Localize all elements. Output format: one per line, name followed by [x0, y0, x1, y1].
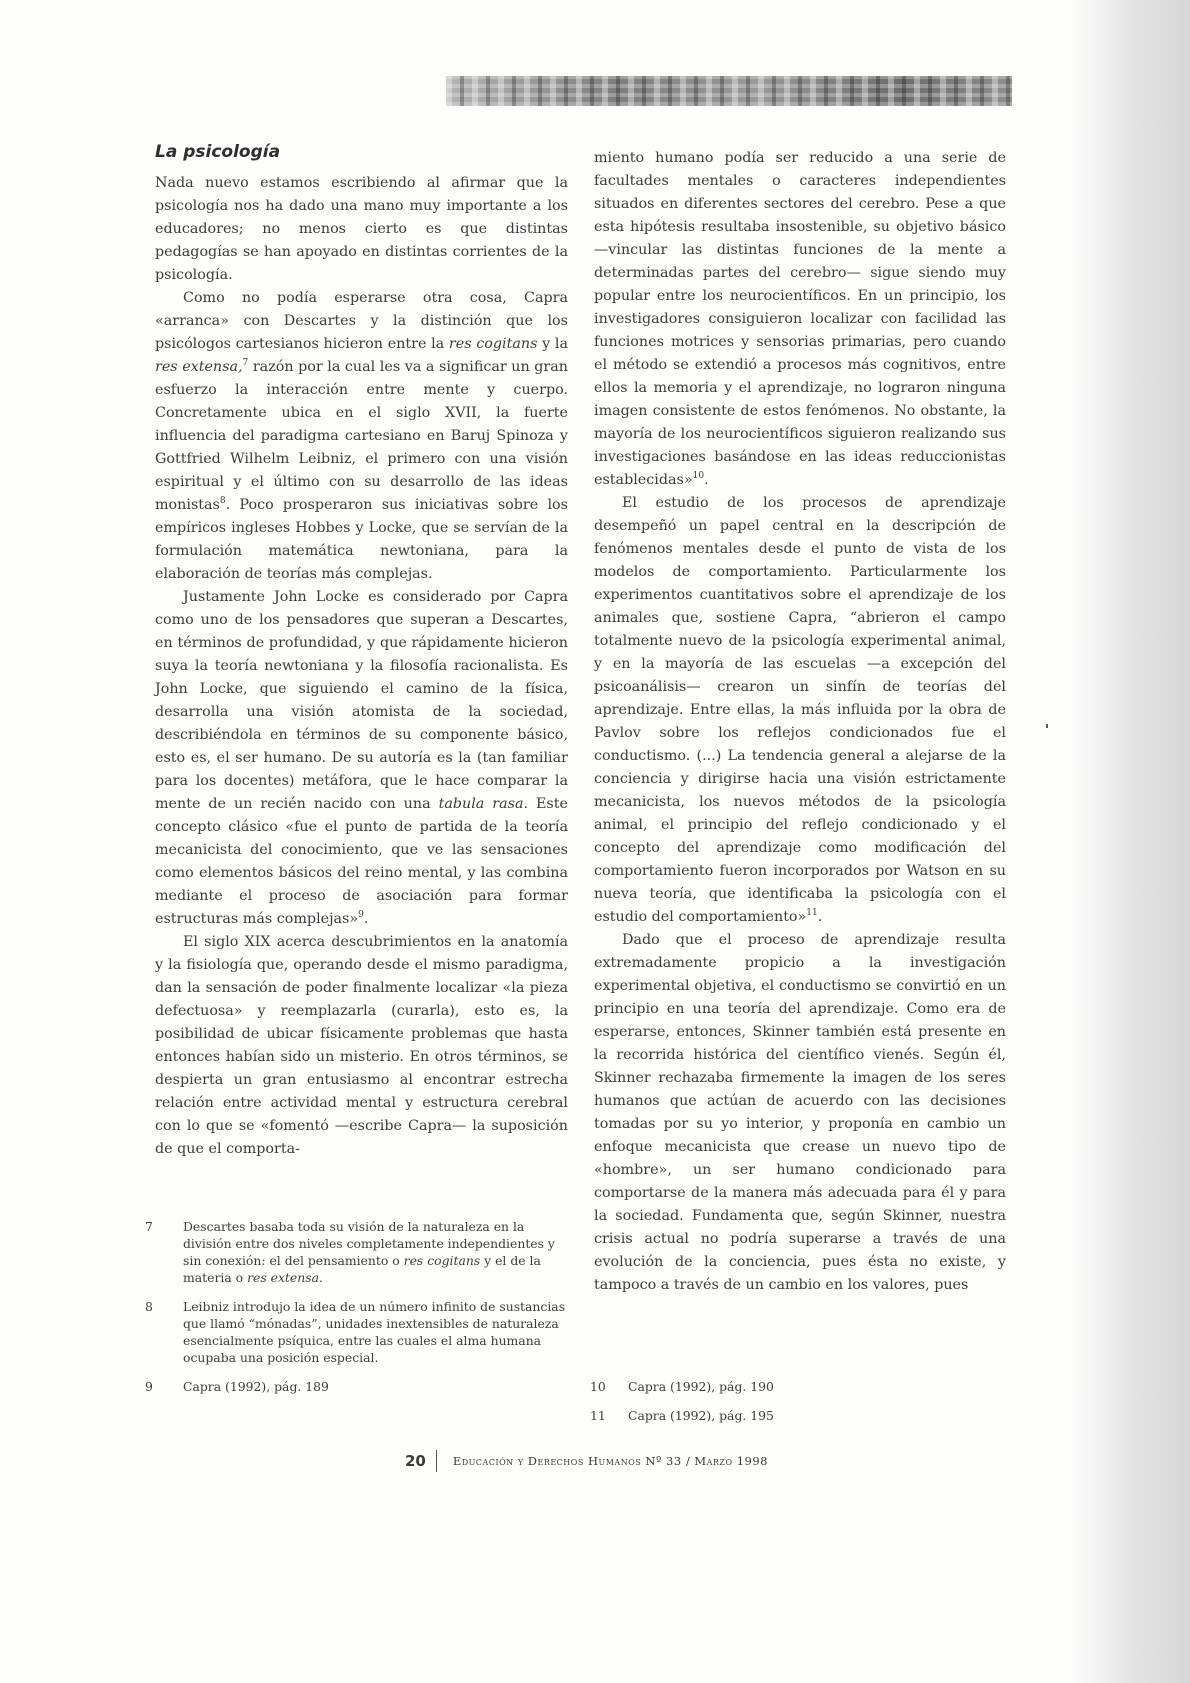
footnote-text: Capra (1992), pág. 189 [183, 1379, 329, 1394]
footnote-number: 9 [145, 1379, 153, 1394]
footnotes-right [590, 1378, 1000, 1436]
page-number: 20 [405, 1450, 437, 1472]
footnote-number: 11 [590, 1408, 606, 1423]
scan-margin-mark [1046, 724, 1048, 728]
footnote-ref: 9 [358, 910, 364, 921]
paragraph: El siglo XIX acerca descubrimientos en la anatomía y la fisiología que, operando desde el mismo paradigma, dan la sensación de poder finalmente localizar «la pieza defectuosa» y reemplazarla (curarla), esto es, la posibilidad de ubicar físicamente problemas que hasta entonces habían sido un misterio. En otros términos, se despierta un gran entusiasmo al encontrar estrecha relación entre actividad mental y estructura cerebral con lo que se «fomentó —escribe Capra— la suposición de que el comporta- [155, 934, 568, 1157]
left-column [155, 172, 568, 1161]
footnote-ref: 8 [219, 496, 226, 507]
footnote-text: Capra (1992), pág. 190 [628, 1379, 774, 1394]
scan-edge-shadow [1070, 0, 1190, 1683]
footnote-text: Capra (1992), pág. 195 [628, 1408, 774, 1423]
footnote [590, 1407, 1000, 1424]
paragraph: Dado que el proceso de aprendizaje resulta extremadamente propicio a la investigación experimental objetiva, el conductismo se convirtió en un principio en una teoría del aprendizaje. Como era de esperarse, entonces, Skinner también está presente en la recorrida histórica del científico vienés. Según él, Skinner rechazaba firmemente la imagen de los seres humanos que actúan de acuerdo con las decisiones tomadas por su yo interior, y proponía en cambio un enfoque mecanicista que crease un nuevo tipo de «hombre», un ser humano condicionado para comportarse de la manera más adecuada para él y para la sociedad. Fundamenta que, según Skinner, nuestra crisis actual no podría superarse a través de una evolución de la conciencia, pues ésta no existe, y tampoco a través de un cambio en los valores, pues [594, 932, 1006, 1293]
paragraph: Nada nuevo estamos escribiendo al afirmar que la psicología nos ha dado una mano muy importante a los educadores; no menos cierto es que distintas pedagogías se han apoyado en distintas corrientes de la psicología. [155, 175, 568, 283]
section-title: La psicología [155, 142, 281, 162]
running-title: Educación y Derechos Humanos Nº 33 / Marzo 1998 [452, 1454, 768, 1468]
footnote-ref: 11 [806, 908, 818, 919]
footnote-number: 8 [145, 1299, 153, 1314]
footnote-number: 7 [145, 1219, 153, 1234]
footnote [145, 1298, 567, 1366]
footnote-text: Leibniz introdujo la idea de un número infinito de sustancias que llamó “mónadas”, unidades inextensibles de naturaleza esencialmente psíquica, entre las cuales el alma humana ocupaba una posición especial. [183, 1299, 566, 1365]
paragraph: Como no podía esperarse otra cosa, Capra «arranca» con Descartes y la distinción que los psicólogos cartesianos hicieron entre la res cogitans y la res extensa,$^7$ razón por la cual les va a significar un gran esfuerzo la interacción entre mente y cuerpo. Concretamente ubica en el siglo XVII, la fuerte influencia del paradigma cartesiano en Baruj Spinoza y Gottfried Wilhelm Leibniz, el primero con una visión espiritual y el último con su desarrollo de las ideas monistas$^8$. Poco prosperaron sus iniciativas sobre los empíricos ingleses Hobbes y Locke, que se servían de la formulación matemática newtoniana, para la elaboración de teorías más complejas. [155, 290, 569, 582]
footnote [590, 1378, 1000, 1395]
paragraph: El estudio de los procesos de aprendizaje desempeñó un papel central en la descripción de fenómenos mentales desde el punto de vista de los modelos de comportamiento. Particularmente los experimentos cuantitativos sobre el aprendizaje de los animales que, sostiene Capra, “abrieron el campo totalmente nuevo de la psicología experimental animal, y en la mayoría de las escuelas —a excepción del psicoanálisis— crearon un sinfín de teorías del aprendizaje. Entre ellas, la más influida por la obra de Pavlov sobre los reflejos condicionados fue el conductismo. (...) La tendencia general a alejarse de la conciencia y dirigirse hacia una visión estrictamente mecanicista, los nuevos métodos de la psicología animal, el principio del reflejo condicionado y el concepto del aprendizaje como modificación del comportamiento fueron incorporados por Watson en su nueva teoría, que identificaba la psicología con el estudio del comportamiento»$^{11}$. [594, 495, 1006, 925]
footnotes-left [145, 1218, 567, 1407]
footnote-number: 10 [590, 1379, 606, 1394]
page-footer [405, 1450, 845, 1472]
header-decorative-band [446, 76, 1012, 106]
footnote-ref: 7 [242, 358, 249, 369]
paragraph: Justamente John Locke es considerado por Capra como uno de los pensadores que superan a Descartes, en términos de profundidad, y que rápidamente hicieron suya la teoría newtoniana y la filosofía racionalista. Es John Locke, que siguiendo el camino de la física, desarrolla una visión atomista de la sociedad, describiéndola en términos de su componente básico, esto es, el ser humano. De su autoría es la (tan familiar para los docentes) metáfora, que le hace comparar la mente de un recién nacido con una tabula rasa. Este concepto clásico «fue el punto de partida de la teoría mecanicista del conocimiento, que ve las sensaciones como elementos básicos del reino mental, y las combina mediante el proceso de asociación para formar estructuras más complejas»$^9$. [155, 589, 568, 927]
footnote-text: Descartes basaba toda su visión de la naturaleza en la división entre dos niveles completamente independientes y sin conexión: el del pensamiento o res cogitans y el de la materia o res extensa. [183, 1219, 555, 1285]
footnote [145, 1218, 567, 1286]
paragraph: miento humano podía ser reducido a una serie de facultades mentales o caracteres independientes situados en diferentes sectores del cerebro. Pese a que esta hipótesis resultaba insostenible, su objetivo básico —vincular las distintas funciones de la mente a determinadas partes del cerebro— sigue siendo muy popular entre los neurocientíficos. En un principio, los investigadores consiguieron localizar con facilidad las funciones motrices y sensorias primarias, pero cuando el método se extendió a procesos más cognitivos, entre ellos la memoria y el aprendizaje, no lograron ninguna imagen consistente de estos fenómenos. No obstante, la mayoría de los neurocientíficos siguieron realizando sus investigaciones basándose en las ideas reduccionistas establecidas»$^{10}$. [594, 150, 1006, 488]
right-column [594, 147, 1006, 1297]
footnote [145, 1378, 567, 1395]
footnote-ref: 10 [692, 471, 705, 482]
